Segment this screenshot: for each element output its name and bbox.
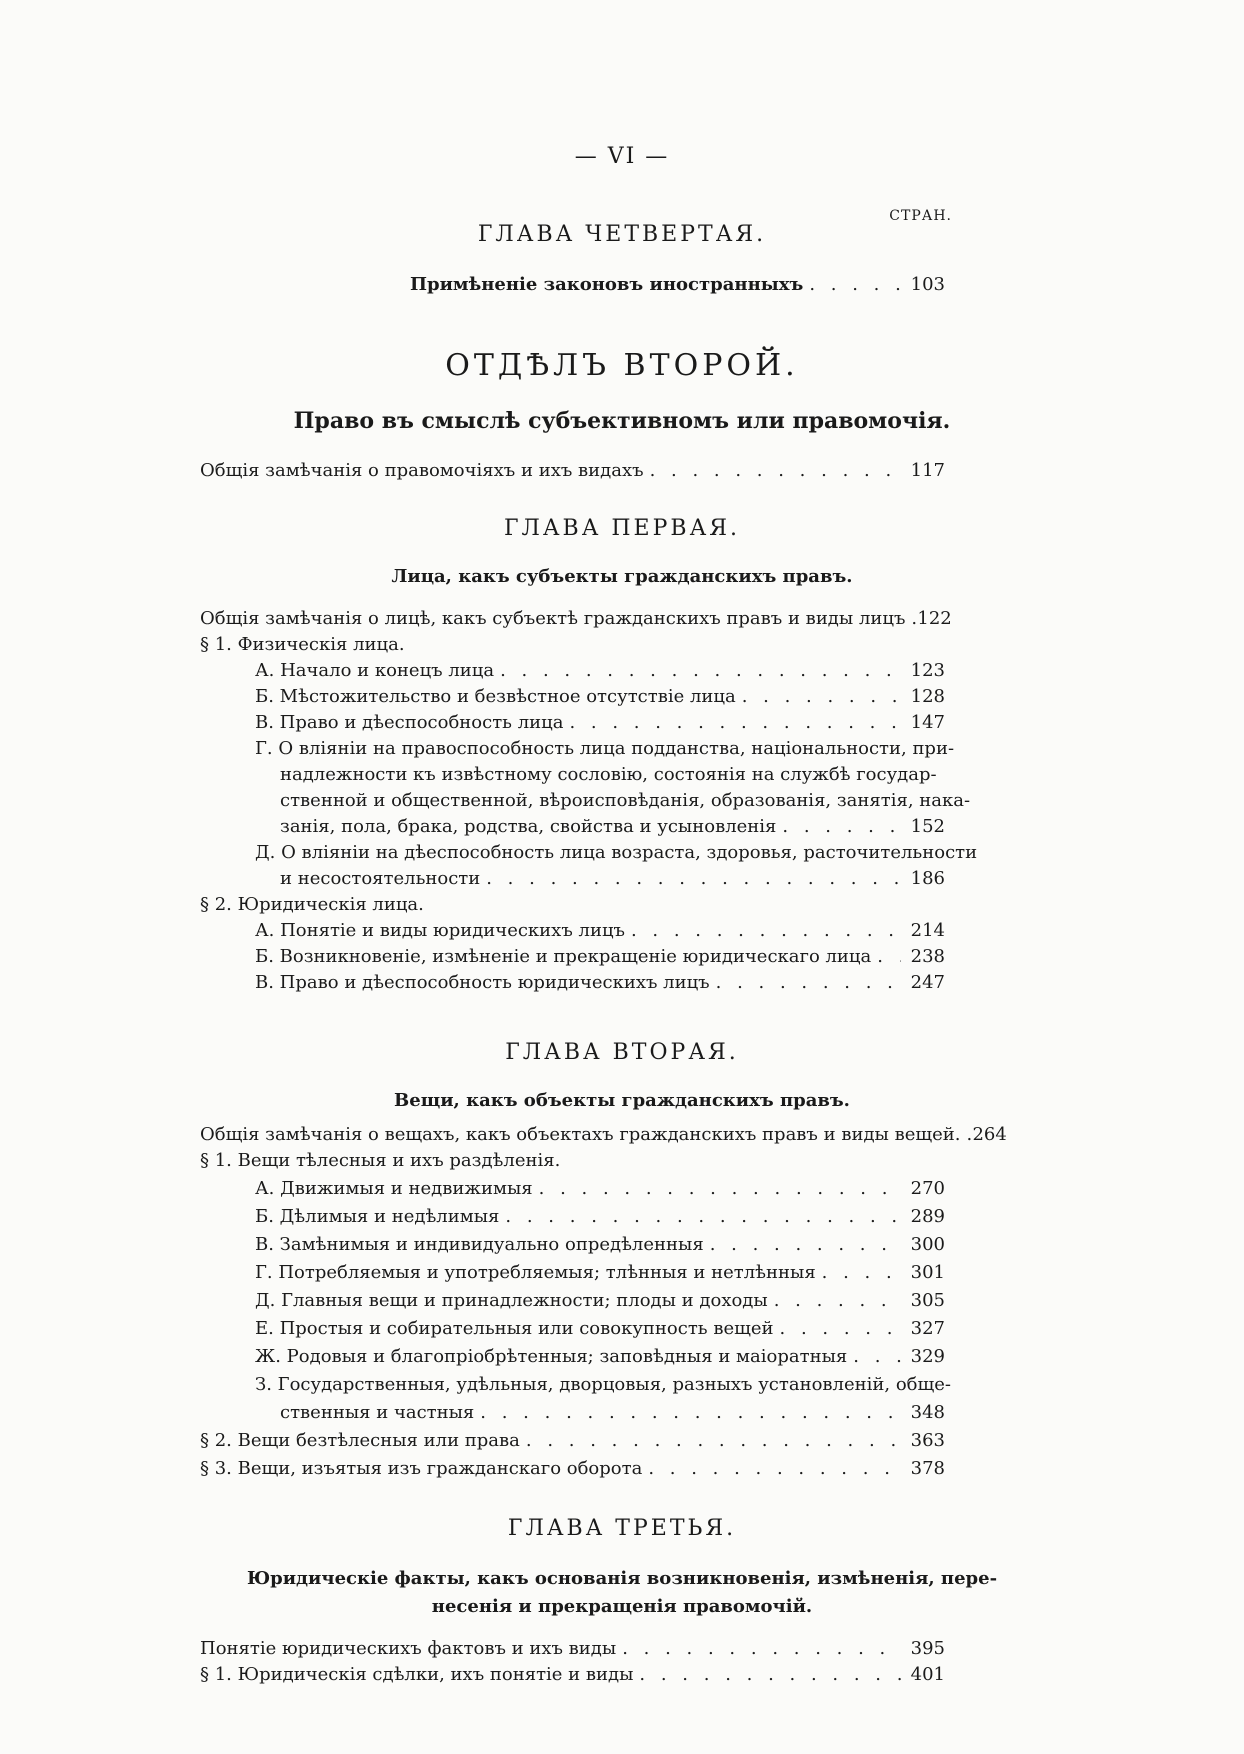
toc-entry-text: Б. Возникновеніе, измѣненіе и прекращеніе юридическаго лица [255, 946, 872, 967]
toc-entry [280, 866, 945, 892]
toc-entry-text: § 1. Юридическія сдѣлки, ихъ понятіе и виды [200, 1664, 634, 1685]
toc-entry-page: 103 [910, 274, 945, 295]
toc-entry-page: 270 [910, 1178, 945, 1199]
page-number: — VI — [574, 144, 670, 169]
toc-entry-text: Общія замѣчанія о лицѣ, какъ субъектѣ гражданскихъ правъ и виды лицъ [200, 608, 906, 629]
toc-entry [255, 684, 945, 710]
toc-entry [255, 1204, 945, 1230]
toc-entry [255, 970, 945, 996]
toc-entry-line: ственной и общественной, вѣроисповѣданія, образованія, занятія, нака- [280, 790, 971, 811]
chapter-two-title: ГЛАВА ВТОРАЯ. [505, 1040, 739, 1065]
toc-entry [200, 606, 952, 632]
toc-entry-text: А. Понятіе и виды юридическихъ лицъ [255, 920, 625, 941]
toc-entry [255, 710, 945, 736]
toc-entry-page: 305 [910, 1290, 945, 1311]
chapter-one-title: ГЛАВА ПЕРВАЯ. [503, 516, 741, 541]
toc-entry-text: Общія замѣчанія о правомочіяхъ и ихъ видахъ [200, 460, 644, 481]
toc-entry-page: 214 [910, 920, 945, 941]
toc-entry [280, 814, 945, 840]
toc-entry-text: Г. Потребляемыя и употребляемыя; тлѣнныя и нетлѣнныя [255, 1262, 816, 1283]
toc-entry-line: З. Государственныя, удѣльныя, дворцовыя, разныхъ установленій, обще- [255, 1374, 951, 1395]
toc-entry-page: 363 [910, 1430, 945, 1451]
chapter-four-title: ГЛАВА ЧЕТВЕРТАЯ. [477, 222, 767, 247]
toc-entry [200, 1122, 1007, 1148]
toc-entry-text: А. Начало и конецъ лица [255, 660, 495, 681]
toc-entry-page: 117 [910, 460, 945, 481]
toc-entry-page: 128 [910, 686, 945, 707]
chapter-one-subtitle: Лица, какъ субъекты гражданскихъ правъ. [391, 566, 853, 587]
chapter-three-subtitle-line2: несенія и прекращенія правомочій. [431, 1596, 813, 1617]
toc-entry-page: 123 [910, 660, 945, 681]
section-heading: § 1. Физическія лица. [200, 634, 405, 655]
toc-entry-page: 301 [910, 1262, 945, 1283]
toc-entry [255, 1288, 945, 1314]
toc-entry [200, 1428, 945, 1454]
toc-entry-text: Примѣненіе законовъ иностранныхъ [410, 274, 804, 295]
toc-entry [200, 1456, 945, 1482]
toc-entry [255, 918, 945, 944]
toc-entry-page: 395 [910, 1638, 945, 1659]
toc-entry-page: 247 [910, 972, 945, 993]
toc-entry-text: и несостоятельности [280, 868, 481, 889]
chapter-three-title: ГЛАВА ТРЕТЬЯ. [507, 1516, 737, 1541]
toc-entry-text: Е. Простыя и собирательныя или совокупность вещей [255, 1318, 774, 1339]
toc-entry-text: Понятіе юридическихъ фактовъ и ихъ виды [200, 1638, 617, 1659]
toc-entry-page: 238 [910, 946, 945, 967]
part-two-title: ОТДѢЛЪ ВТОРОЙ. [445, 348, 799, 383]
toc-entry-text: § 2. Вещи безтѣлесныя или права [200, 1430, 520, 1451]
toc-entry [255, 1344, 945, 1370]
toc-entry-page: 401 [910, 1664, 945, 1685]
toc-entry [410, 272, 945, 298]
toc-entry-page: 327 [910, 1318, 945, 1339]
toc-entry-text: В. Право и дѣеспособность лица [255, 712, 564, 733]
toc-entry [200, 1662, 945, 1688]
toc-entry-text: Д. Главныя вещи и принадлежности; плоды и доходы [255, 1290, 768, 1311]
toc-entry-text: Б. Дѣлимыя и недѣлимыя [255, 1206, 500, 1227]
toc-entry-text: В. Замѣнимыя и индивидуально опредѣленныя [255, 1234, 704, 1255]
toc-entry-page: 378 [910, 1458, 945, 1479]
toc-entry-text: Ж. Родовыя и благопріобрѣтенныя; заповѣдныя и маіоратныя [255, 1346, 848, 1367]
section-heading: § 2. Юридическія лица. [200, 894, 424, 915]
toc-entry-page: 264 [972, 1124, 1007, 1145]
toc-entry [255, 658, 945, 684]
toc-entry-page: 289 [910, 1206, 945, 1227]
toc-entry [200, 458, 945, 484]
toc-entry-text: занія, пола, брака, родства, свойства и усыновленія [280, 816, 777, 837]
chapter-two-subtitle: Вещи, какъ объекты гражданскихъ правъ. [394, 1090, 850, 1111]
toc-entry-text: § 3. Вещи, изъятыя изъ гражданскаго оборота [200, 1458, 643, 1479]
toc-entry [280, 1400, 945, 1426]
toc-entry-line: Д. О вліяніи на дѣеспособность лица возраста, здоровья, расточительности [255, 842, 978, 863]
toc-entry [255, 1316, 945, 1342]
toc-entry-text: ственныя и частныя [280, 1402, 475, 1423]
toc-entry-page: 147 [910, 712, 945, 733]
toc-entry-line: надлежности къ извѣстному сословію, состоянія на службѣ государ- [280, 764, 937, 785]
toc-entry-text: В. Право и дѣеспособность юридическихъ лицъ [255, 972, 710, 993]
toc-entry-text: Общія замѣчанія о вещахъ, какъ объектахъ гражданскихъ правъ и виды вещей. [200, 1124, 961, 1145]
toc-entry-text: Б. Мѣстожительство и безвѣстное отсутствіе лица [255, 686, 736, 707]
toc-entry-page: 186 [910, 868, 945, 889]
chapter-three-subtitle-line1: Юридическіе факты, какъ основанія возникновенія, измѣненія, пере- [246, 1568, 998, 1589]
toc-entry [255, 1176, 945, 1202]
toc-entry-line: Г. О вліяніи на правоспособность лица подданства, національности, при- [255, 738, 955, 759]
toc-entry [255, 1260, 945, 1286]
section-heading: § 1. Вещи тѣлесныя и ихъ раздѣленія. [200, 1150, 561, 1171]
toc-entry-page: 348 [910, 1402, 945, 1423]
part-two-subtitle: Право въ смыслѣ субъективномъ или правомочія. [293, 408, 951, 434]
toc-entry [255, 944, 945, 970]
toc-entry [200, 1636, 945, 1662]
page-column-header: СТРАН. [889, 208, 952, 224]
toc-entry [255, 1232, 945, 1258]
toc-entry-page: 152 [910, 816, 945, 837]
toc-entry-text: А. Движимыя и недвижимыя [255, 1178, 533, 1199]
toc-entry-page: 300 [910, 1234, 945, 1255]
toc-entry-page: 329 [910, 1346, 945, 1367]
toc-entry-page: 122 [917, 608, 952, 629]
